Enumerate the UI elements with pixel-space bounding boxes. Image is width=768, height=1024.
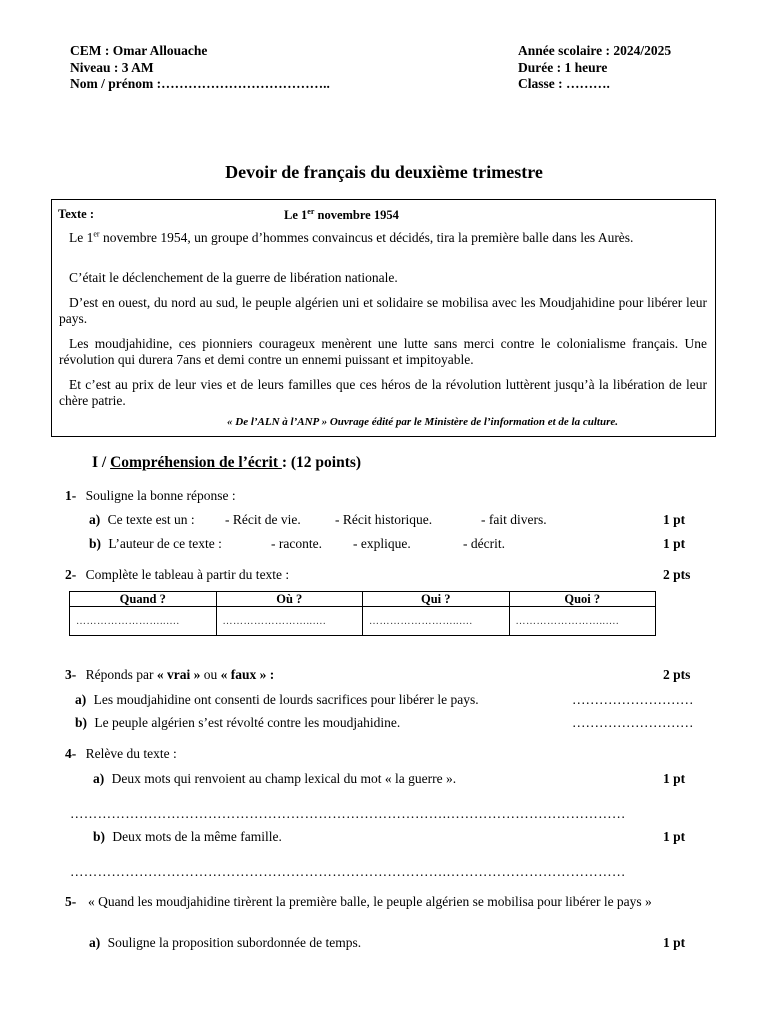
q3a-answer-blank[interactable]: ……………………… [572,692,694,707]
q3a: a) Les moudjahidine ont consenti de lourds sacrifices pour libérer le pays. [75,692,479,707]
text-paragraph-4: Les moudjahidine, ces pionniers courageux menèrent une lutte sans merci contre le colonialisme français. Une révolution qui durera 7ans et demi contre un ennemi puissant et impitoyable. [59,336,707,367]
q5a: a) Souligne la proposition subordonnée de temps. [89,935,362,950]
q1a-option-3[interactable]: - fait divers. [481,512,547,527]
q2-prompt: 2- Complète le tableau à partir du texte : [65,567,290,582]
text-label: Texte : [58,207,94,221]
q1b-option-3[interactable]: - décrit. [463,536,505,551]
q1b-points: 1 pt [663,536,686,551]
header-left [70,43,330,93]
q5a-points: 1 pt [663,935,686,950]
table-row [70,607,656,636]
q4a-points: 1 pt [663,771,686,786]
q4a: a) Deux mots qui renvoient au champ lexical du mot « la guerre ». [93,771,457,786]
col-ou: Où ? [216,592,363,607]
col-quand: Quand ? [70,592,217,607]
text-paragraph-2: C’était le déclenchement de la guerre de libération nationale. [69,270,398,285]
q2-points: 2 pts [663,567,691,582]
q2-table [69,591,656,636]
cell-quoi[interactable]: ……………………..…. [509,607,656,636]
q1-prompt: 1- Souligne la bonne réponse : [65,488,236,503]
header-right [518,43,671,93]
q4a-answer-line[interactable]: ……………………………………………………………………….………………………………… [70,806,626,821]
duration: Durée : 1 heure [518,59,608,75]
q4b-answer-line[interactable]: ……………………………………………………………………….………………………………… [70,864,626,879]
text-paragraph-1: Le 1er novembre 1954, un groupe d’hommes convaincus et décidés, tira la première balle dans les Aurès. [69,229,634,245]
school-year: Année scolaire : 2024/2025 [518,43,672,58]
q5-quote: « Quand les moudjahidine tirèrent la première balle, le peuple algérien se mobilisa pour libérer le pays » [88,894,652,909]
school-name: CEM : Omar Allouache [70,43,208,58]
q3b: b) Le peuple algérien s’est révolté contre les moudjahidine. [75,715,401,730]
q1a-option-2[interactable]: - Récit historique. [335,512,433,527]
q3-points: 2 pts [663,667,691,682]
level: Niveau : 3 AM [70,59,154,75]
page-title: Devoir de français du deuxième trimestre [225,162,543,182]
text-paragraph-5: Et c’est au prix de leur vies et de leurs familles que ces héros de la révolution luttèrent jusqu’à la libération de leur chère patrie. [59,377,707,408]
text-paragraph-3: D’est en ouest, du nord au sud, le peuple algérien uni et solidaire se mobilisa avec les Moudjahidine pour libérer leur pays. [59,295,707,326]
q4b-points: 1 pt [663,829,686,844]
text-heading: Le 1er novembre 1954 [284,207,399,223]
class-field: Classe : ………. [518,76,610,91]
text-source: « De l’ALN à l’ANP » Ouvrage édité par le Ministère de l’information et de la culture. [227,416,618,428]
q1a-points: 1 pt [663,512,686,527]
q1b-option-2[interactable]: - explique. [353,536,411,551]
col-quoi: Quoi ? [509,592,656,607]
q1b-option-1[interactable]: - raconte. [271,536,322,551]
q1a: a) Ce texte est un : [89,512,195,527]
cell-qui[interactable]: ……………………..…. [363,607,510,636]
cell-quand[interactable]: ……………………..…. [70,607,217,636]
q4-prompt: 4- Relève du texte : [65,746,177,761]
cell-ou[interactable]: ……………………..…. [216,607,363,636]
q1b: b) L’auteur de ce texte : [89,536,222,551]
q3b-answer-blank[interactable]: ……………………… [572,715,694,730]
q3-prompt: 3- Réponds par « vrai » ou « faux » : [65,667,275,682]
name-field: Nom / prénom :……………………………….. [70,76,330,91]
section-heading: I / Compréhension de l’écrit : (12 points) [92,454,362,471]
q5-number: 5- [65,894,77,909]
table-header-row [70,592,656,607]
q4b: b) Deux mots de la même famille. [93,829,282,844]
q1a-option-1[interactable]: - Récit de vie. [225,512,301,527]
col-qui: Qui ? [363,592,510,607]
text-box [51,199,716,437]
